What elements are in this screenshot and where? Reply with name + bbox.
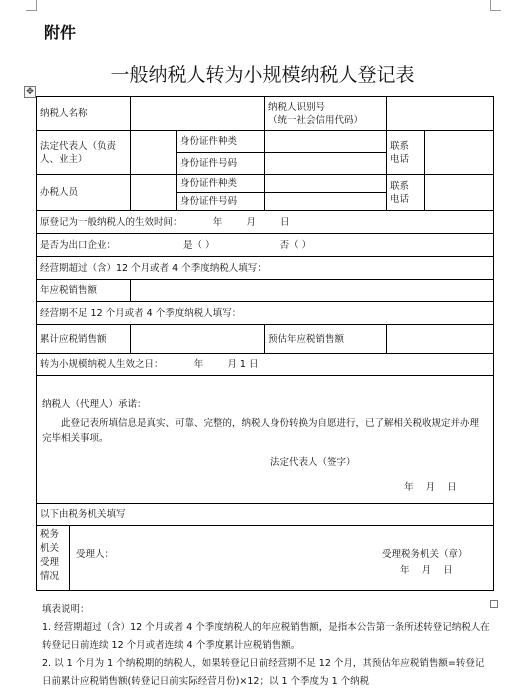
legal-rep-phone-field[interactable]	[425, 131, 494, 175]
export-no-option[interactable]: 否（ ）	[279, 239, 312, 251]
tax-handler-id-number-field[interactable]	[265, 193, 387, 211]
note-item-2: 2. 以 1 个月为 1 个纳税期的纳税人，如果转登记日前经营期不足 12 个月，其预估年应税销售额=转登记日前累计应税销售额(转登记日前实际经营月份)×12；以 1 个季度为 1 个纳税	[42, 658, 485, 687]
export-question: 是否为出口企业：	[40, 239, 117, 251]
taxpayer-name-label: 纳税人名称	[37, 97, 131, 131]
estimated-sales-label: 预估年应税销售额	[265, 325, 387, 354]
tax-office-header: 以下由税务机关填写	[37, 504, 494, 526]
registration-form-table	[36, 96, 494, 591]
export-enterprise-row	[37, 234, 494, 257]
attachment-label: 附件	[44, 23, 77, 42]
tax-office-seal[interactable]: 受理税务机关（章）	[382, 549, 468, 560]
table-move-handle-icon[interactable]: ✥	[24, 86, 36, 98]
estimated-sales-field[interactable]	[387, 325, 494, 354]
legal-rep-signature[interactable]: 法定代表人（签字）	[270, 457, 356, 468]
page-corner-top-left	[26, 0, 37, 11]
tax-handler-id-type-label: 身份证件种类	[177, 175, 265, 193]
legal-rep-id-type-label: 身份证件种类	[177, 131, 265, 153]
commitment-section	[37, 376, 494, 504]
tax-office-acceptance	[37, 526, 494, 591]
phone-label-line1: 联系	[390, 180, 410, 192]
form-title: 一般纳税人转为小规模纳税人登记表	[110, 64, 415, 86]
tax-handler-phone-field[interactable]	[425, 175, 494, 211]
taxpayer-id-label-line2: （统一社会信用代码）	[268, 114, 364, 126]
phone-label-line1: 联系	[390, 140, 410, 152]
receiver-label[interactable]: 受理人：	[76, 549, 115, 560]
commitment-title: 纳税人（代理人）承诺：	[42, 399, 147, 410]
over-12-months-header: 经营期超过（含）12 个月或者 4 个季度纳税人填写：	[37, 257, 494, 280]
annual-sales-field[interactable]	[131, 280, 494, 302]
legal-rep-phone-label	[387, 131, 425, 175]
page-corner-top-right	[490, 0, 501, 11]
legal-rep-id-type-field[interactable]	[265, 131, 387, 153]
phone-label-line2: 电话	[390, 193, 410, 205]
commitment-text: 此登记表所填信息是真实、可靠、完整的，纳税人身份转换为自愿进行，已了解相关税收规定并办理完毕相关事项。	[42, 418, 480, 444]
tax-office-label: 税务机关受理情况	[37, 526, 70, 590]
signature-date[interactable]: 年 月 日	[404, 482, 457, 493]
legal-rep-id-number-label: 身份证件号码	[177, 153, 265, 175]
export-yes-option[interactable]: 是（ ）	[183, 239, 215, 251]
filling-notes	[42, 601, 492, 691]
annual-sales-label: 年应税销售额	[37, 280, 131, 302]
tax-handler-field[interactable]	[131, 175, 177, 211]
receive-date[interactable]: 年 月 日	[400, 565, 453, 576]
taxpayer-id-label-line1: 纳税人识别号	[268, 101, 326, 113]
conversion-effective-date[interactable]: 转为小规模纳税人生效之日： 年 月 1 日	[37, 354, 494, 376]
cumulative-sales-field[interactable]	[131, 325, 265, 354]
taxpayer-id-field[interactable]	[387, 97, 494, 131]
under-12-months-header: 经营期不足 12 个月或者 4 个季度纳税人填写：	[37, 302, 494, 325]
notes-title: 填表说明：	[42, 604, 90, 615]
note-item-1: 1. 经营期超过（含）12 个月或者 4 个季度纳税人的年应税销售额，是指本公告第一条所述转登记纳税人在转登记日前连续 12 个月或者连续 4 个季度累计应税销售额。	[42, 622, 490, 651]
taxpayer-name-field[interactable]	[131, 97, 265, 131]
legal-rep-id-number-field[interactable]	[265, 153, 387, 175]
cumulative-sales-label: 累计应税销售额	[37, 325, 131, 354]
phone-label-line2: 电话	[390, 153, 410, 165]
tax-handler-id-number-label: 身份证件号码	[177, 193, 265, 211]
tax-handler-id-type-field[interactable]	[265, 175, 387, 193]
taxpayer-id-label	[265, 97, 387, 131]
legal-rep-field[interactable]	[131, 131, 177, 175]
tax-handler-label: 办税人员	[37, 175, 131, 211]
original-effective-date[interactable]: 原登记为一般纳税人的生效时间： 年 月 日	[37, 211, 494, 234]
legal-rep-label: 法定代表人（负责人、业主）	[37, 131, 131, 175]
tax-handler-phone-label	[387, 175, 425, 211]
